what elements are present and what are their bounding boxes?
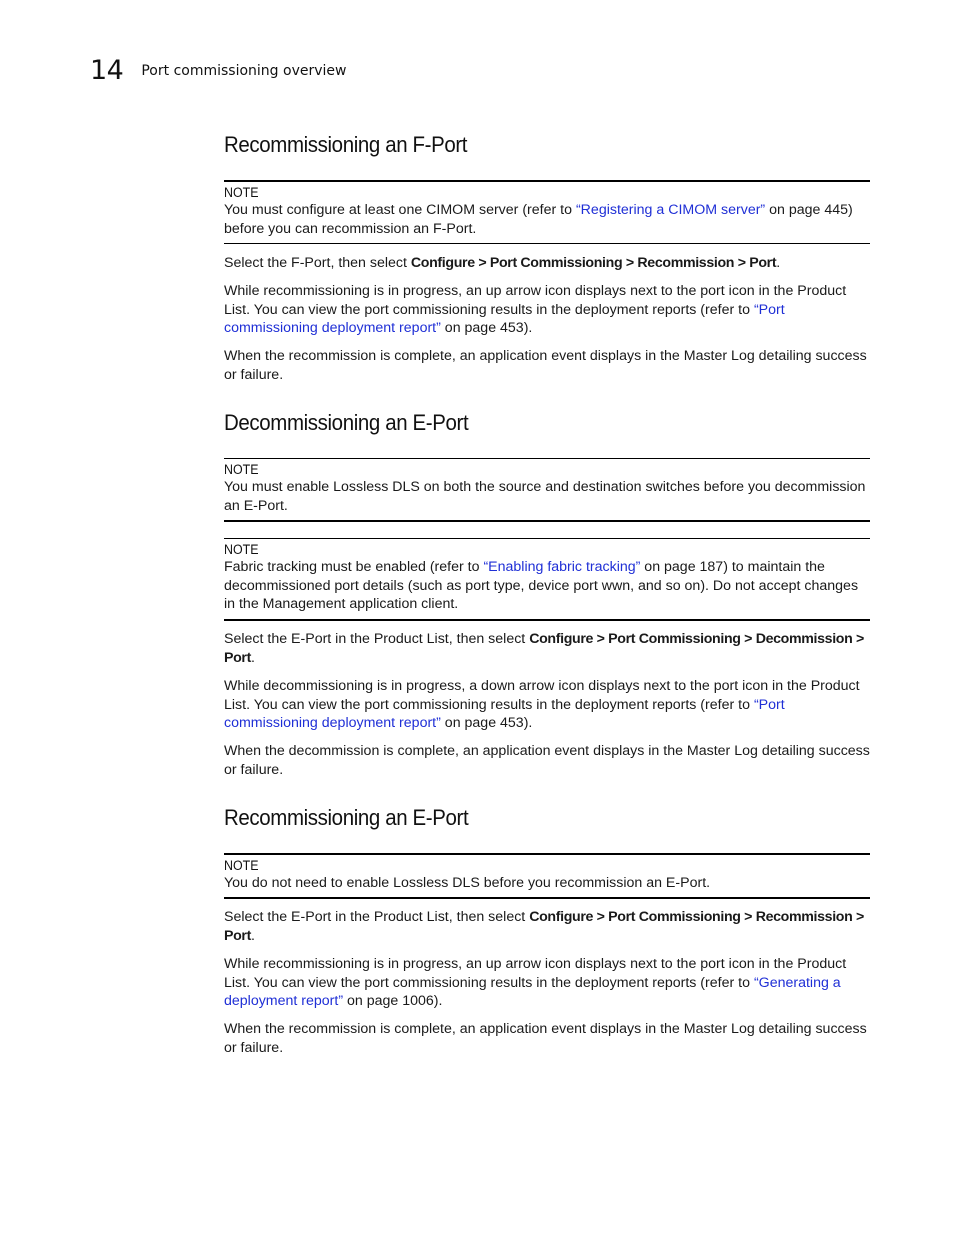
note-text-post: on page 445) before you can recommission an F-Port.	[224, 202, 853, 237]
step-paragraph	[224, 908, 870, 945]
note-box	[224, 538, 870, 621]
step-paragraph	[224, 254, 870, 273]
link-port-commissioning-deployment-report[interactable]: “Port commissioning deployment report”	[224, 696, 785, 732]
menu-path: Configure > Port Commissioning > Recommission > Port	[224, 909, 864, 944]
link-generating-deployment-report[interactable]: “Generating a deployment report”	[224, 974, 841, 1010]
note-text-pre: Fabric tracking must be enabled (refer to	[224, 559, 484, 575]
progress-text-pre: While decommissioning is in progress, a down arrow icon displays next to the port icon in the Product List. You can view the port commissioning results in the deployment reports (refer to	[224, 678, 860, 713]
progress-paragraph	[224, 282, 870, 338]
progress-text-post: on page 453).	[440, 320, 533, 337]
step-text-pre: Select the E-Port in the Product List, then select	[224, 909, 530, 925]
running-title: Port commissioning overview	[141, 63, 347, 79]
note-box	[224, 180, 870, 244]
step-text-pre: Select the E-Port in the Product List, then select	[224, 631, 530, 647]
menu-path: Configure > Port Commissioning > Decommission > Port	[224, 631, 864, 666]
note-text: You do not need to enable Lossless DLS before you recommission an E-Port.	[224, 875, 711, 891]
complete-paragraph: When the recommission is complete, an application event displays in the Master Log detailing success or failure.	[224, 1021, 867, 1056]
note-text-post: on page 187) to maintain the decommissioned port details (such as port type, device port wwn, and so on). Do not accept changes in the Management application client.	[224, 559, 859, 613]
chapter-number: 14	[90, 55, 124, 86]
page-header	[90, 55, 346, 86]
progress-text-pre: While recommissioning is in progress, an up arrow icon displays next to the port icon in the Product List. You can view the port commissioning results in the deployment reports (refer to	[224, 956, 847, 991]
complete-paragraph: When the recommission is complete, an application event displays in the Master Log detailing success or failure.	[224, 348, 867, 383]
note-label: NOTE	[224, 542, 259, 557]
note-box	[224, 458, 870, 522]
progress-text-pre: While recommissioning is in progress, an up arrow icon displays next to the port icon in the Product List. You can view the port commissioning results in the deployment reports (refer to	[224, 283, 847, 318]
link-port-commissioning-deployment-report[interactable]: “Port commissioning deployment report”	[224, 301, 785, 337]
progress-paragraph	[224, 955, 870, 1011]
note-box	[224, 853, 870, 899]
link-enabling-fabric-tracking[interactable]: “Enabling fabric tracking”	[483, 559, 641, 575]
note-label: NOTE	[224, 185, 259, 200]
progress-paragraph	[224, 677, 870, 733]
step-paragraph	[224, 630, 870, 667]
complete-paragraph: When the decommission is complete, an application event displays in the Master Log detailing success or failure.	[224, 743, 870, 778]
step-text-post: .	[776, 255, 781, 271]
note-text: You must enable Lossless DLS on both the source and destination switches before you decommission an E-Port.	[224, 479, 866, 514]
menu-path: Configure > Port Commissioning > Recommission > Port	[410, 255, 777, 271]
progress-text-post: on page 1006).	[343, 993, 443, 1010]
section-title-decommission-e-port: Decommissioning an E-Port	[224, 410, 469, 435]
link-registering-cimom-server[interactable]: “Registering a CIMOM server”	[575, 202, 766, 218]
step-text-post: .	[250, 649, 255, 666]
note-label: NOTE	[224, 462, 259, 477]
note-text	[224, 201, 870, 238]
note-label: NOTE	[224, 858, 259, 873]
note-text-pre: You must configure at least one CIMOM server (refer to	[224, 202, 576, 218]
section-title-recommission-f-port: Recommissioning an F-Port	[224, 132, 468, 157]
section-title-recommission-e-port: Recommissioning an E-Port	[224, 805, 469, 830]
progress-text-post: on page 453).	[440, 715, 533, 732]
step-text-post: .	[250, 927, 255, 944]
note-text	[224, 558, 870, 614]
step-text-pre: Select the F-Port, then select	[224, 255, 411, 271]
